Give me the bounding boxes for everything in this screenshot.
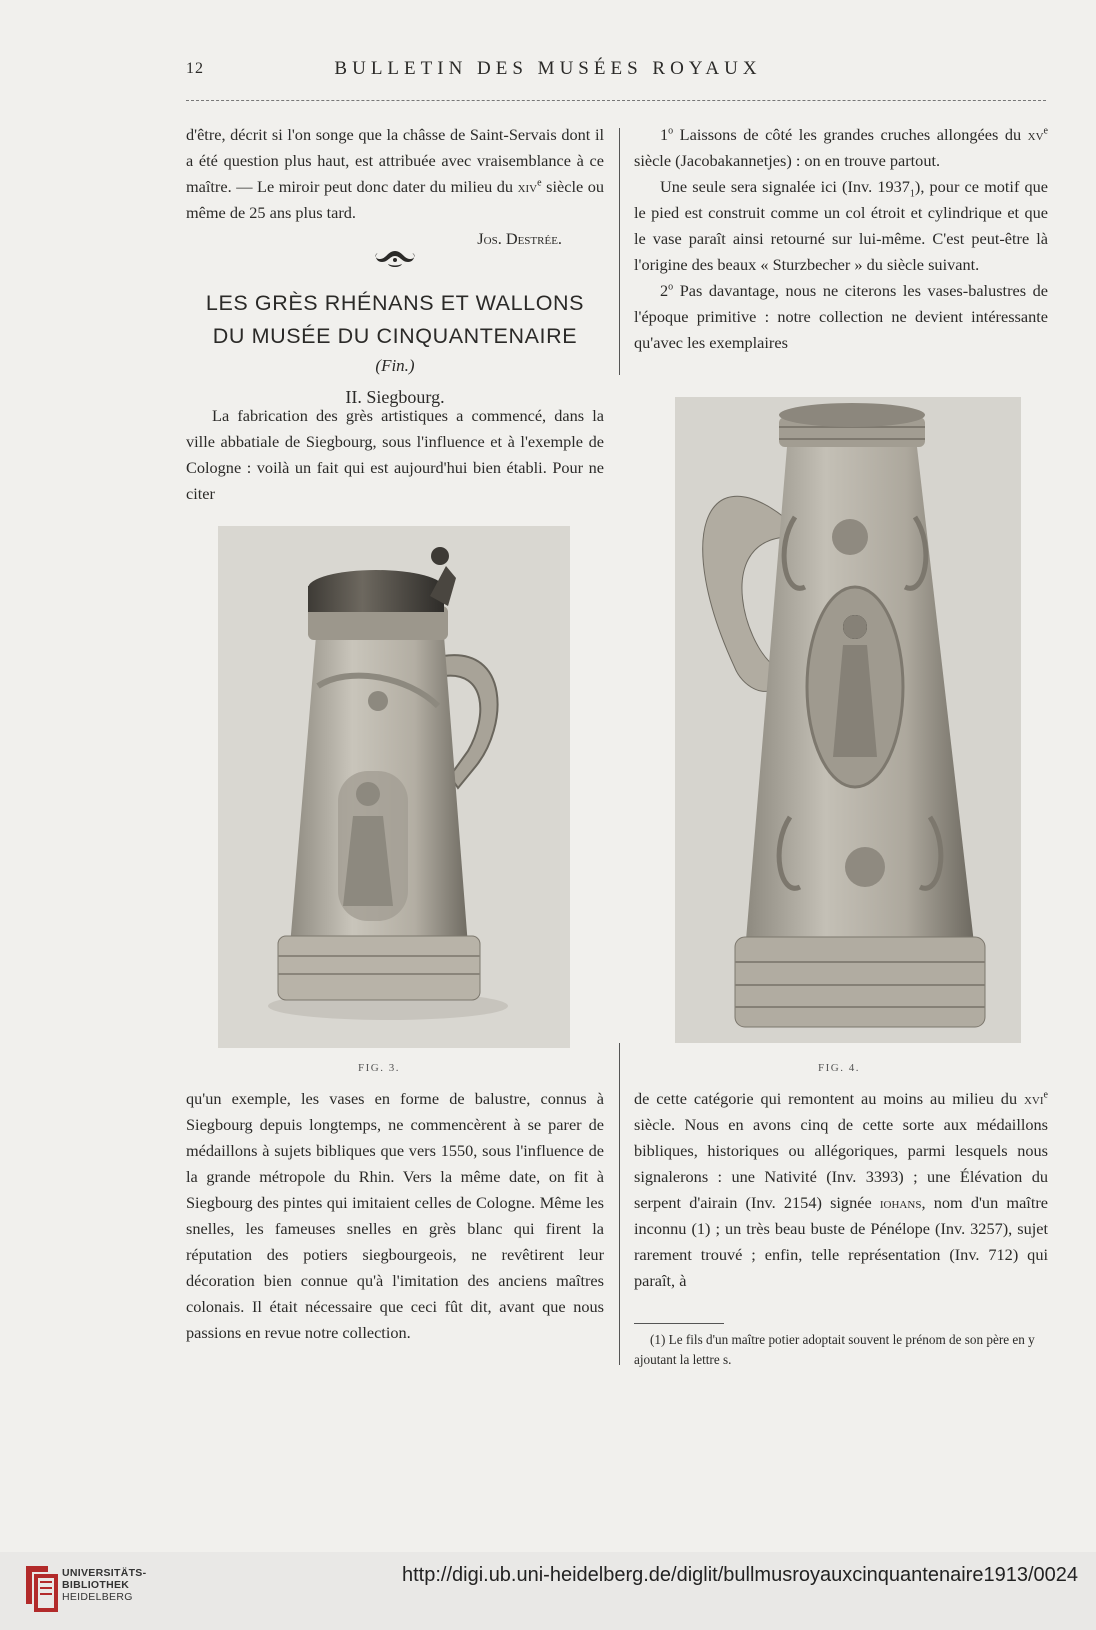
page-number: 12 (186, 60, 204, 77)
text-run: d'être, décrit si l'on songe que la châsse de Saint-Servais dont il a été question plus haut, est attribuée avec vraisemblance à ce maître. — Le miroir peut donc dater du milieu du (186, 125, 604, 196)
fleuron-ornament-icon (370, 247, 420, 271)
running-title: BULLETIN DES MUSÉES ROYAUX (334, 58, 762, 79)
author-signature: Jos. Destrée. (477, 229, 562, 248)
text-run: siècle ou même de 25 ans plus tard. (186, 177, 605, 222)
library-logo-icon (22, 1562, 60, 1614)
signature-name: iohans (879, 1193, 922, 1212)
article-title (186, 287, 604, 353)
superscript: o (668, 281, 674, 293)
roman-numeral: xvi (1023, 1089, 1044, 1108)
continuation-note: (Fin.) (375, 356, 415, 375)
roman-numeral: xv (1027, 125, 1044, 144)
text-run: de cette catégorie qui remontent au moins au milieu du (634, 1089, 1024, 1108)
text-run: siècle. Nous en avons cinq de cette sorte aux médaillons bibliques, historiques ou allégoriques, parmi lesquels nous signalerons : une Nativité (Inv. 3393) ; une Élévation du serpent d'airain (Inv. 2154) signée (634, 1115, 1048, 1212)
paragraph (186, 122, 604, 226)
header-rule (186, 100, 1046, 101)
intro-paragraph (186, 403, 604, 507)
text-run: , nom d'un maître inconnu (1) ; un très beau buste de Pénélope (Inv. 3257), sujet rarement trouvé ; enfin, telle représentation (Inv. 712) qui paraît, à (634, 1193, 1048, 1290)
right-top-text (634, 122, 1048, 356)
text-run: Une seule sera signalée ici (Inv. 1937 (660, 177, 910, 196)
left-bottom-text (186, 1086, 604, 1346)
library-line: HEIDELBERG (62, 1591, 133, 1603)
paragraph: La fabrication des grès artistiques a commencé, dans la ville abbatiale de Siegbourg, sous l'influence et à l'exemple de Cologne : voilà un fait qui est aujourd'hui bien établi. Pour ne citer (186, 406, 604, 503)
footnote (634, 1330, 1048, 1370)
library-line: BIBLIOTHEK (62, 1579, 130, 1591)
paragraph: qu'un exemple, les vases en forme de balustre, connus à Siegbourg depuis longtemps, ne commencèrent à se parer de médaillons à sujets bibliques que vers 1550, sous l'influence de la grande métropole du Rhin. Vers la même date, on fit à Siegbourg des pintes qui imitaient celles de Cologne. Même les snelles, les fameuses snelles en grès blanc qui firent la réputation des potiers siegbourgeois, ne revêtirent leur décoration bien connue qu'à l'imitation des anciens maîtres colonais. Il était nécessaire que ceci fût dit, avant que nous passions en revue notre collection. (186, 1089, 604, 1342)
right-bottom-text (634, 1086, 1048, 1294)
text-run: 1 (660, 125, 669, 144)
footnote-text: (1) Le fils d'un maître potier adoptait souvent le prénom de son père en y ajoutant la lettre s. (634, 1332, 1035, 1367)
figure-3-caption: FIG. 3. (358, 1062, 400, 1074)
roman-numeral: xiv (517, 177, 538, 196)
figure-4-caption: FIG. 4. (818, 1062, 860, 1074)
library-line: UNIVERSITÄTS- (62, 1567, 147, 1579)
figure-4-photo (675, 397, 1021, 1043)
text-run: siècle (Jacobakannetjes) : on en trouve partout. (634, 151, 941, 170)
column-divider-top (619, 128, 620, 375)
title-line-1: LES GRÈS RHÉNANS ET WALLONS (205, 291, 585, 315)
figure-3-photo (218, 526, 570, 1048)
stoneware-jug-image (675, 397, 1021, 1043)
superscript: e (537, 177, 542, 189)
source-url-link[interactable]: http://digi.ub.uni-heidelberg.de/diglit/bullmusroyauxcinquantenaire1913/0024 (401, 1564, 1078, 1586)
superscript: e (1043, 125, 1048, 137)
subscript: 1 (909, 188, 915, 200)
stoneware-tankard-image (218, 526, 570, 1048)
superscript: o (668, 125, 674, 137)
paragraph (634, 174, 1048, 278)
library-name (62, 1567, 146, 1603)
left-top-text (186, 122, 604, 252)
text-run: ), pour ce motif que le pied est construit comme un col étroit et cylindrique et que le vase paraît ainsi retourné sur lui-même. C'est peut-être là l'origine des beaux « Sturzbecher » du siècle suivant. (634, 177, 1049, 274)
superscript: e (1043, 1089, 1048, 1101)
paragraph (634, 1086, 1048, 1294)
paragraph (634, 278, 1048, 356)
text-run: Pas davantage, nous ne citerons les vases-balustres de l'époque primitive : notre collection ne devient intéressante qu'avec les exemplaires (634, 281, 1048, 352)
footnote-rule (634, 1323, 724, 1324)
section-heading: II. Siegbourg. (345, 387, 445, 407)
text-run: Laissons de côté les grandes cruches allongées du (673, 125, 1028, 144)
title-line-2: DU MUSÉE DU CINQUANTENAIRE (212, 324, 578, 348)
column-divider-bottom (619, 1043, 620, 1365)
text-run: 2 (660, 281, 669, 300)
paragraph (634, 122, 1048, 174)
